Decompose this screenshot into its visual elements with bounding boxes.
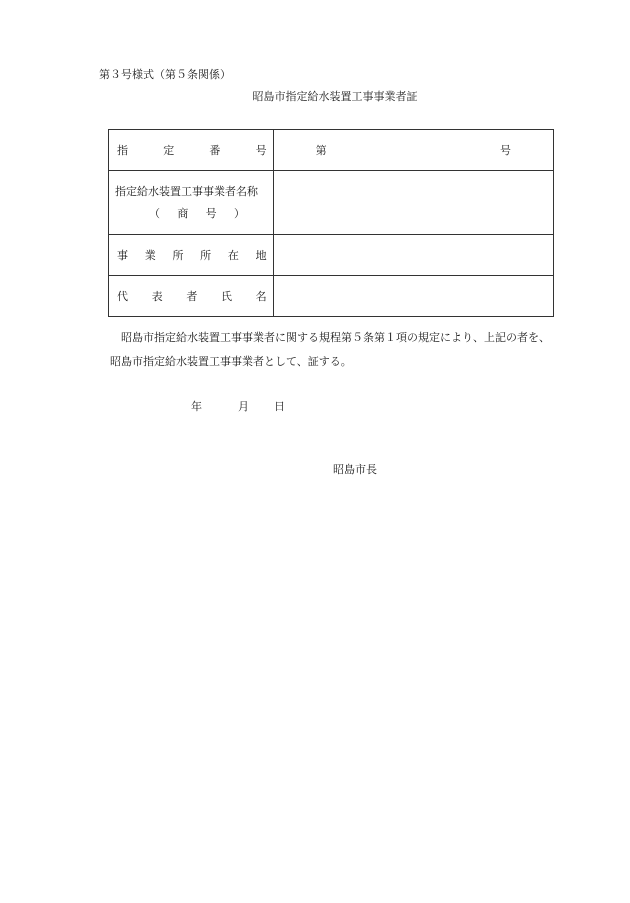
representative-label xyxy=(109,276,274,317)
representative-value xyxy=(273,276,553,317)
company-name-label xyxy=(109,171,274,235)
form-number: 第３号様式（第５条関係） xyxy=(99,68,231,81)
representative-row xyxy=(109,276,554,317)
label-char: 所 xyxy=(172,249,184,262)
company-name-value xyxy=(273,171,553,235)
company-name-row xyxy=(109,171,554,235)
label-char: 号 xyxy=(255,144,267,157)
date-day: 日 xyxy=(274,400,285,413)
document-title: 昭島市指定給水装置工事事業者証 xyxy=(252,90,418,103)
certification-text-line2: 昭島市指定給水装置工事事業者として、証する。 xyxy=(110,355,352,368)
label-char: 在 xyxy=(227,249,239,262)
designation-number-row xyxy=(109,130,554,171)
label-char: 号 xyxy=(205,206,217,220)
date-month: 月 xyxy=(238,400,249,413)
label-char: 所 xyxy=(200,249,212,262)
certification-text xyxy=(110,326,590,374)
label-char: 業 xyxy=(144,249,156,262)
label-char: 名 xyxy=(255,290,267,303)
office-location-label xyxy=(109,235,274,276)
label-char: 定 xyxy=(163,144,175,157)
label-char: 氏 xyxy=(220,290,232,303)
designation-prefix: 第 xyxy=(315,144,327,157)
designation-number-value xyxy=(273,130,553,171)
label-char: 表 xyxy=(151,290,163,303)
label-char: 番 xyxy=(209,144,221,157)
issue-date xyxy=(191,398,285,414)
designation-suffix: 号 xyxy=(500,144,511,157)
company-name-label-line1: 指定給水装置工事事業者名称 xyxy=(115,184,258,198)
label-char: 商 xyxy=(177,206,189,220)
certificate-table xyxy=(108,129,554,317)
label-char: 地 xyxy=(255,249,267,262)
label-char: 者 xyxy=(186,290,198,303)
label-char: （ xyxy=(149,206,160,220)
company-name-label-line2 xyxy=(149,203,245,225)
label-char: ） xyxy=(233,206,245,220)
office-location-row xyxy=(109,235,554,276)
label-char: 指 xyxy=(117,144,128,157)
label-char: 代 xyxy=(117,290,128,303)
certification-text-line1: 昭島市指定給水装置工事事業者に関する規程第５条第１項の規定により、上記の者を、 xyxy=(121,331,550,344)
label-char: 事 xyxy=(117,249,128,262)
date-year: 年 xyxy=(191,400,202,413)
issuer-signature: 昭島市長 xyxy=(333,463,377,476)
designation-number-label xyxy=(109,130,274,171)
office-location-value xyxy=(273,235,553,276)
